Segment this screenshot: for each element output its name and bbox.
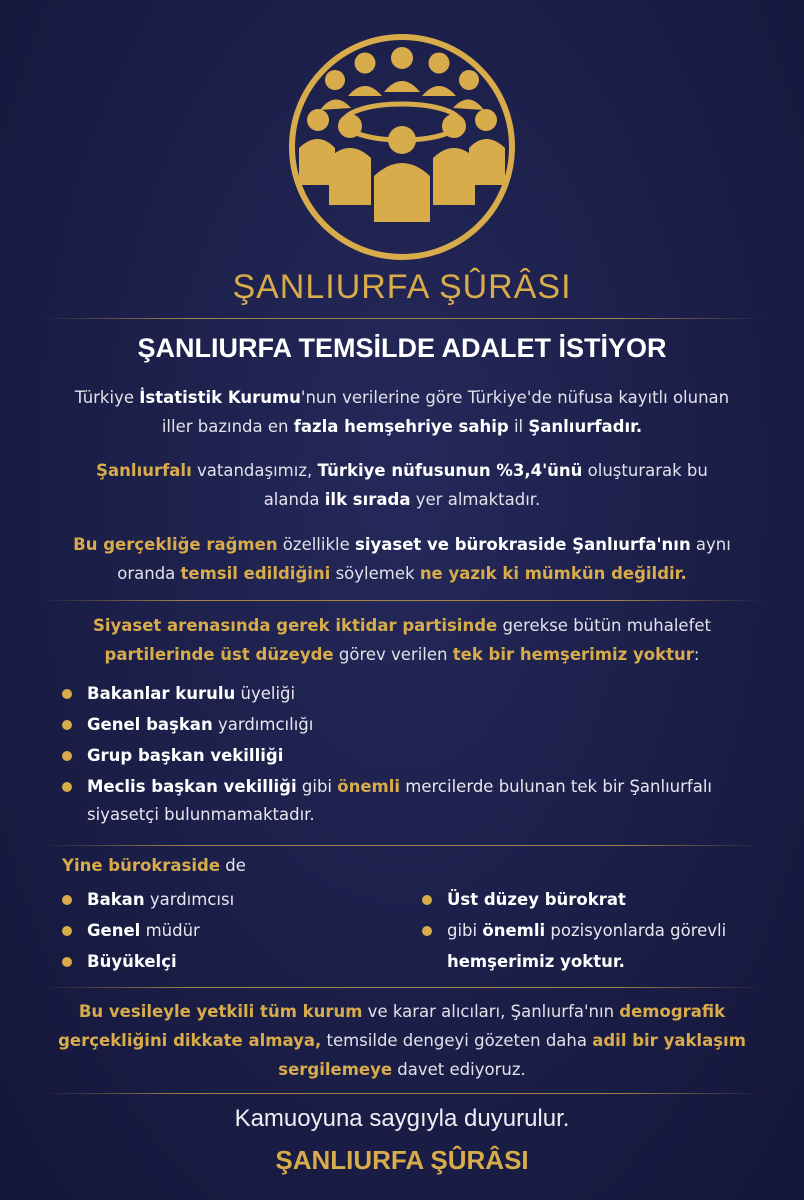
list-item: Genel müdür (62, 915, 234, 946)
divider (40, 987, 764, 988)
list-item: Bakanlar kurulu üyeliği (62, 678, 712, 709)
headline: ŞANLIURFA TEMSİLDE ADALET İSTİYOR (137, 333, 667, 363)
list-item: gibi önemli pozisyonlarda görevli (422, 915, 726, 946)
divider (40, 1093, 764, 1094)
list-item-continuation: hemşerimiz yoktur. (447, 952, 625, 971)
divider (40, 845, 764, 846)
siyaset-bullet-list (62, 678, 712, 828)
paragraph-siyaset: Siyaset arenasında gerek iktidar partisinde gerekse bütün muhalefet partilerinde üst düzeyde görev verilen tek bir hemşerimiz yoktur: (92, 616, 712, 664)
divider (40, 600, 764, 601)
brand-title: ŞANLIURFA ŞÛRÂSI (232, 268, 572, 306)
list-item: Büyükelçi (62, 946, 234, 977)
burokrasi-intro: Yine bürokraside de (62, 856, 246, 875)
burokrasi-right-list (422, 884, 726, 977)
footer-signature: ŞANLIURFA ŞÛRÂSI (275, 1145, 529, 1175)
list-item: Genel başkan yardımcılığı (62, 709, 712, 740)
burokrasi-left-list (62, 884, 234, 977)
list-item: Meclis başkan vekilliği gibi önemli mercilerde bulunan tek bir Şanlıurfalı (62, 771, 712, 802)
divider (40, 318, 764, 319)
footer-text: Kamuoyuna saygıyla duyurulur. (234, 1105, 570, 1132)
list-item: Bakan yardımcısı (62, 884, 234, 915)
paragraph-istatistik: Türkiye İstatistik Kurumu'nun verilerine göre Türkiye'de nüfusa kayıtlı olunan iller bazında en fazla hemşehriye sahip il Şanlıurfadır. (74, 388, 730, 436)
list-item: Grup başkan vekilliği (62, 740, 712, 771)
council-people-icon (285, 30, 519, 264)
list-item-continuation: siyasetçi bulunmamaktadır. (87, 805, 315, 824)
list-item: Üst düzey bürokrat (422, 884, 726, 915)
paragraph-temsil: Bu gerçekliğe rağmen özellikle siyaset ve bürokraside Şanlıurfa'nın aynı oranda temsil edildiğini söylemek ne yazık ki mümkün değildir. (73, 535, 731, 583)
paragraph-davet: Bu vesileyle yetkili tüm kurum ve karar alıcıları, Şanlıurfa'nın demografik gerçekliğini dikkate almaya, temsilde dengeyi gözeten daha adil bir yaklaşım sergilemeye davet ediyoruz. (58, 1002, 746, 1079)
paragraph-nufus: Şanlıurfalı vatandaşımız, Türkiye nüfusunun %3,4'ünü oluşturarak bu alanda ilk sırada yer almaktadır. (96, 461, 708, 509)
